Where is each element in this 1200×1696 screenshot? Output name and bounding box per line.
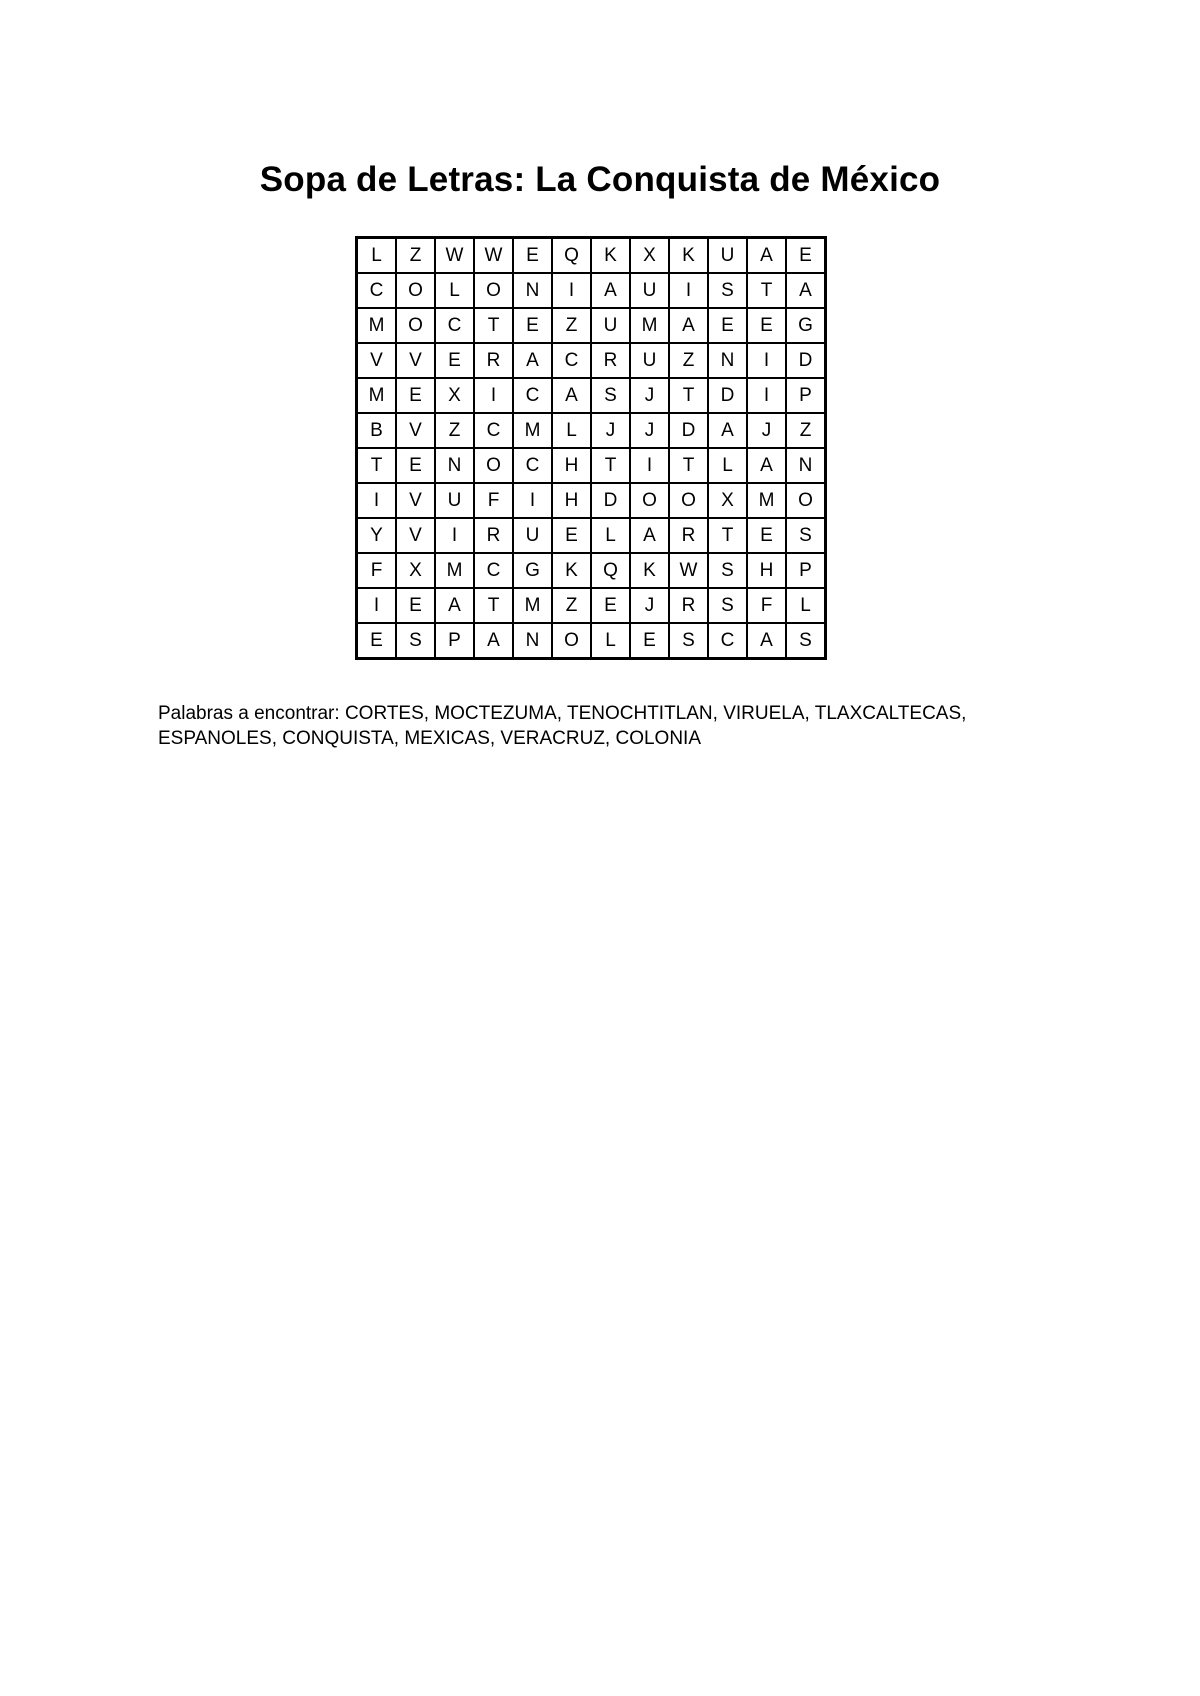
grid-cell: S — [669, 623, 708, 659]
grid-cell: X — [435, 378, 474, 413]
grid-row — [357, 588, 826, 623]
grid-cell: D — [591, 483, 630, 518]
grid-cell: K — [591, 238, 630, 274]
grid-cell: M — [630, 308, 669, 343]
word-search-grid — [355, 236, 827, 660]
grid-cell: J — [630, 588, 669, 623]
grid-cell: U — [708, 238, 747, 274]
grid-cell: E — [357, 623, 397, 659]
grid-cell: T — [708, 518, 747, 553]
grid-row — [357, 343, 826, 378]
grid-cell: R — [591, 343, 630, 378]
grid-cell: I — [435, 518, 474, 553]
grid-cell: Q — [591, 553, 630, 588]
grid-cell: Y — [357, 518, 397, 553]
grid-cell: V — [396, 343, 435, 378]
grid-cell: D — [708, 378, 747, 413]
grid-cell: E — [513, 308, 552, 343]
grid-cell: M — [513, 413, 552, 448]
grid-cell: E — [747, 518, 786, 553]
grid-row — [357, 518, 826, 553]
grid-cell: U — [513, 518, 552, 553]
grid-cell: A — [786, 273, 826, 308]
grid-cell: H — [552, 448, 591, 483]
grid-cell: K — [630, 553, 669, 588]
grid-cell: O — [552, 623, 591, 659]
grid-cell: C — [435, 308, 474, 343]
grid-cell: S — [396, 623, 435, 659]
grid-cell: C — [474, 413, 513, 448]
grid-cell: T — [474, 308, 513, 343]
grid-cell: F — [357, 553, 397, 588]
grid-cell: I — [552, 273, 591, 308]
grid-cell: J — [747, 413, 786, 448]
grid-cell: L — [435, 273, 474, 308]
grid-cell: L — [591, 518, 630, 553]
grid-cell: S — [591, 378, 630, 413]
grid-row — [357, 378, 826, 413]
grid-row — [357, 623, 826, 659]
grid-cell: N — [435, 448, 474, 483]
word-search-grid-container — [355, 236, 827, 660]
grid-cell: A — [435, 588, 474, 623]
grid-cell: E — [786, 238, 826, 274]
grid-cell: M — [357, 378, 397, 413]
grid-cell: D — [669, 413, 708, 448]
grid-cell: P — [786, 378, 826, 413]
grid-cell: X — [396, 553, 435, 588]
grid-cell: J — [630, 378, 669, 413]
grid-cell: I — [747, 378, 786, 413]
grid-cell: E — [396, 448, 435, 483]
grid-row — [357, 238, 826, 274]
grid-cell: S — [786, 518, 826, 553]
grid-cell: N — [513, 623, 552, 659]
grid-cell: I — [747, 343, 786, 378]
grid-cell: V — [396, 483, 435, 518]
grid-cell: S — [786, 623, 826, 659]
grid-cell: C — [513, 378, 552, 413]
grid-cell: T — [474, 588, 513, 623]
grid-cell: Q — [552, 238, 591, 274]
grid-row — [357, 413, 826, 448]
word-list — [158, 701, 1058, 751]
grid-cell: E — [708, 308, 747, 343]
grid-cell: P — [786, 553, 826, 588]
grid-cell: A — [474, 623, 513, 659]
grid-cell: W — [474, 238, 513, 274]
grid-cell: O — [396, 273, 435, 308]
grid-cell: G — [786, 308, 826, 343]
grid-cell: M — [357, 308, 397, 343]
grid-cell: M — [435, 553, 474, 588]
grid-cell: L — [552, 413, 591, 448]
grid-cell: I — [474, 378, 513, 413]
grid-cell: I — [357, 483, 397, 518]
grid-cell: A — [669, 308, 708, 343]
grid-cell: I — [513, 483, 552, 518]
grid-cell: V — [396, 518, 435, 553]
grid-cell: T — [669, 378, 708, 413]
grid-cell: O — [396, 308, 435, 343]
grid-cell: M — [513, 588, 552, 623]
grid-cell: R — [474, 343, 513, 378]
grid-cell: E — [396, 378, 435, 413]
grid-cell: S — [708, 588, 747, 623]
grid-cell: V — [357, 343, 397, 378]
grid-cell: F — [474, 483, 513, 518]
grid-cell: I — [357, 588, 397, 623]
grid-cell: P — [435, 623, 474, 659]
grid-cell: N — [786, 448, 826, 483]
grid-cell: M — [747, 483, 786, 518]
grid-cell: I — [669, 273, 708, 308]
grid-cell: A — [747, 623, 786, 659]
grid-cell: E — [591, 588, 630, 623]
grid-cell: E — [435, 343, 474, 378]
grid-cell: O — [474, 448, 513, 483]
grid-cell: Z — [552, 588, 591, 623]
grid-cell: O — [630, 483, 669, 518]
grid-cell: Z — [669, 343, 708, 378]
grid-cell: S — [708, 553, 747, 588]
grid-cell: F — [747, 588, 786, 623]
grid-cell: E — [396, 588, 435, 623]
grid-cell: L — [591, 623, 630, 659]
grid-cell: S — [708, 273, 747, 308]
grid-cell: Z — [435, 413, 474, 448]
grid-cell: T — [591, 448, 630, 483]
grid-row — [357, 273, 826, 308]
grid-cell: A — [591, 273, 630, 308]
grid-cell: G — [513, 553, 552, 588]
grid-cell: T — [357, 448, 397, 483]
grid-cell: X — [630, 238, 669, 274]
grid-cell: L — [357, 238, 397, 274]
grid-cell: A — [708, 413, 747, 448]
page-title: Sopa de Letras: La Conquista de México — [259, 160, 941, 199]
grid-row — [357, 308, 826, 343]
grid-cell: O — [786, 483, 826, 518]
grid-cell: L — [786, 588, 826, 623]
grid-cell: H — [747, 553, 786, 588]
grid-cell: C — [552, 343, 591, 378]
grid-cell: U — [630, 343, 669, 378]
grid-cell: C — [513, 448, 552, 483]
grid-cell: R — [474, 518, 513, 553]
grid-body — [357, 238, 826, 659]
grid-cell: U — [630, 273, 669, 308]
grid-cell: A — [552, 378, 591, 413]
grid-cell: C — [474, 553, 513, 588]
word-list-line-1: Palabras a encontrar: CORTES, MOCTEZUMA, TENOCHTITLAN, VIRUELA, TLAXCALTECAS, — [158, 703, 967, 724]
grid-cell: T — [747, 273, 786, 308]
grid-cell: T — [669, 448, 708, 483]
grid-row — [357, 553, 826, 588]
grid-cell: A — [747, 448, 786, 483]
grid-cell: K — [669, 238, 708, 274]
grid-cell: I — [630, 448, 669, 483]
grid-row — [357, 483, 826, 518]
grid-cell: X — [708, 483, 747, 518]
grid-cell: D — [786, 343, 826, 378]
grid-cell: J — [591, 413, 630, 448]
grid-cell: A — [513, 343, 552, 378]
grid-cell: W — [435, 238, 474, 274]
grid-cell: L — [708, 448, 747, 483]
grid-cell: U — [435, 483, 474, 518]
grid-cell: B — [357, 413, 397, 448]
grid-cell: Z — [552, 308, 591, 343]
grid-cell: C — [357, 273, 397, 308]
grid-cell: R — [669, 588, 708, 623]
grid-cell: Z — [786, 413, 826, 448]
grid-cell: U — [591, 308, 630, 343]
grid-cell: E — [747, 308, 786, 343]
grid-cell: A — [747, 238, 786, 274]
grid-cell: O — [474, 273, 513, 308]
grid-cell: Z — [396, 238, 435, 274]
grid-cell: E — [630, 623, 669, 659]
grid-cell: W — [669, 553, 708, 588]
grid-cell: K — [552, 553, 591, 588]
grid-cell: C — [708, 623, 747, 659]
grid-cell: A — [630, 518, 669, 553]
grid-cell: O — [669, 483, 708, 518]
grid-cell: E — [513, 238, 552, 274]
grid-row — [357, 448, 826, 483]
grid-cell: N — [513, 273, 552, 308]
grid-cell: R — [669, 518, 708, 553]
grid-cell: V — [396, 413, 435, 448]
grid-cell: E — [552, 518, 591, 553]
word-list-line-2: ESPANOLES, CONQUISTA, MEXICAS, VERACRUZ, COLONIA — [158, 728, 702, 749]
grid-cell: H — [552, 483, 591, 518]
grid-cell: N — [708, 343, 747, 378]
grid-cell: J — [630, 413, 669, 448]
